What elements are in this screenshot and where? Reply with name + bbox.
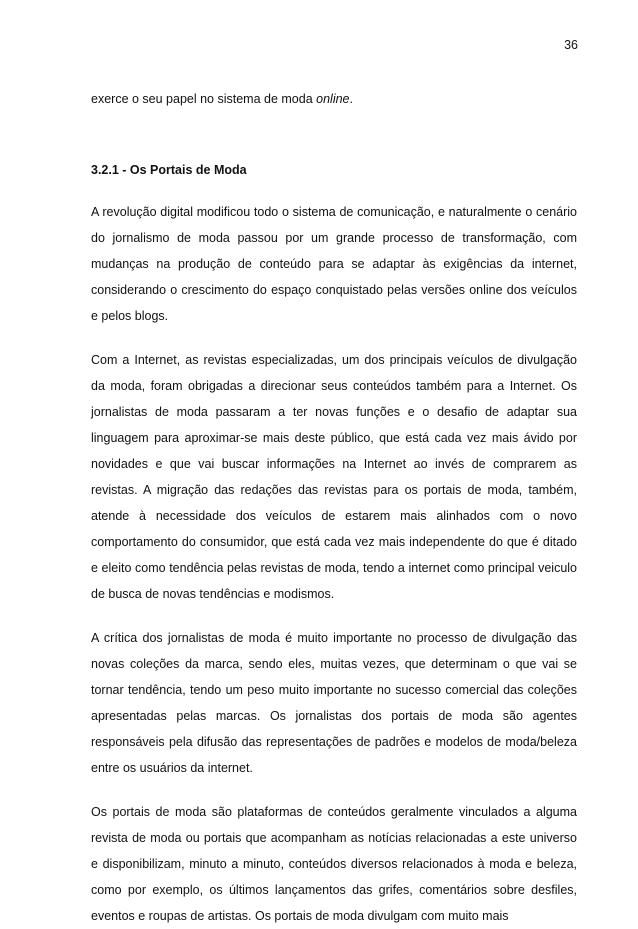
paragraph-2: Com a Internet, as revistas especializadas, um dos principais veículos de divulgação da moda, foram obrigadas a direcionar seus conteúdos também para a Internet. Os jornalistas de moda passaram a ter novas funções e o desafio de adaptar sua linguagem para aproximar-se mais deste público, que está cada vez mais ávido por novidades e que vai buscar informações na Internet ao invés de comprarem as revistas. A migração das redações das revistas para os portais de moda, também, atende à necessidade dos veículos de estarem mais alinhados com o novo comportamento do consumidor, que está cada vez mais independente do que é ditado e eleito como tendência pelas revistas de moda, tendo a internet como principal veiculo de busca de novas tendências e modismos.	[91, 353, 577, 601]
page-number: 36	[564, 38, 578, 52]
document-body	[91, 86, 577, 929]
paragraph-4: Os portais de moda são plataformas de conteúdos geralmente vinculados a alguma revista de moda ou portais que acompanham as notícias relacionadas a este universo e disponibilizam, minuto a minuto, conteúdos diversos relacionados à moda e beleza, como por exemplo, os últimos lançamentos das grifes, comentários sobre desfiles, eventos e roupas de artistas. Os portais de moda divulgam com muito mais	[91, 805, 577, 923]
paragraph-1: A revolução digital modificou todo o sistema de comunicação, e naturalmente o cenário do jornalismo de moda passou por um grande processo de transformação, com mudanças na produção de conteúdo para se adaptar às exigências da internet, considerando o crescimento do espaço conquistado pelas versões online dos veículos e pelos blogs.	[91, 205, 577, 323]
continuation-line	[91, 86, 577, 112]
continuation-end: .	[349, 92, 353, 106]
continuation-emphasis: online	[316, 92, 350, 106]
section-heading: 3.2.1 - Os Portais de Moda	[91, 163, 247, 177]
paragraph-3: A crítica dos jornalistas de moda é muito importante no processo de divulgação das novas coleções da marca, sendo eles, muitas vezes, que determinam o que vai se tornar tendência, tendo um peso muito importante no sucesso comercial das coleções apresentadas pelas marcas. Os jornalistas dos portais de moda são agentes responsáveis pela difusão das representações de padrões e modelos de moda/beleza entre os usuários da internet.	[91, 631, 577, 775]
continuation-text: exerce o seu papel no sistema de moda	[91, 92, 317, 106]
